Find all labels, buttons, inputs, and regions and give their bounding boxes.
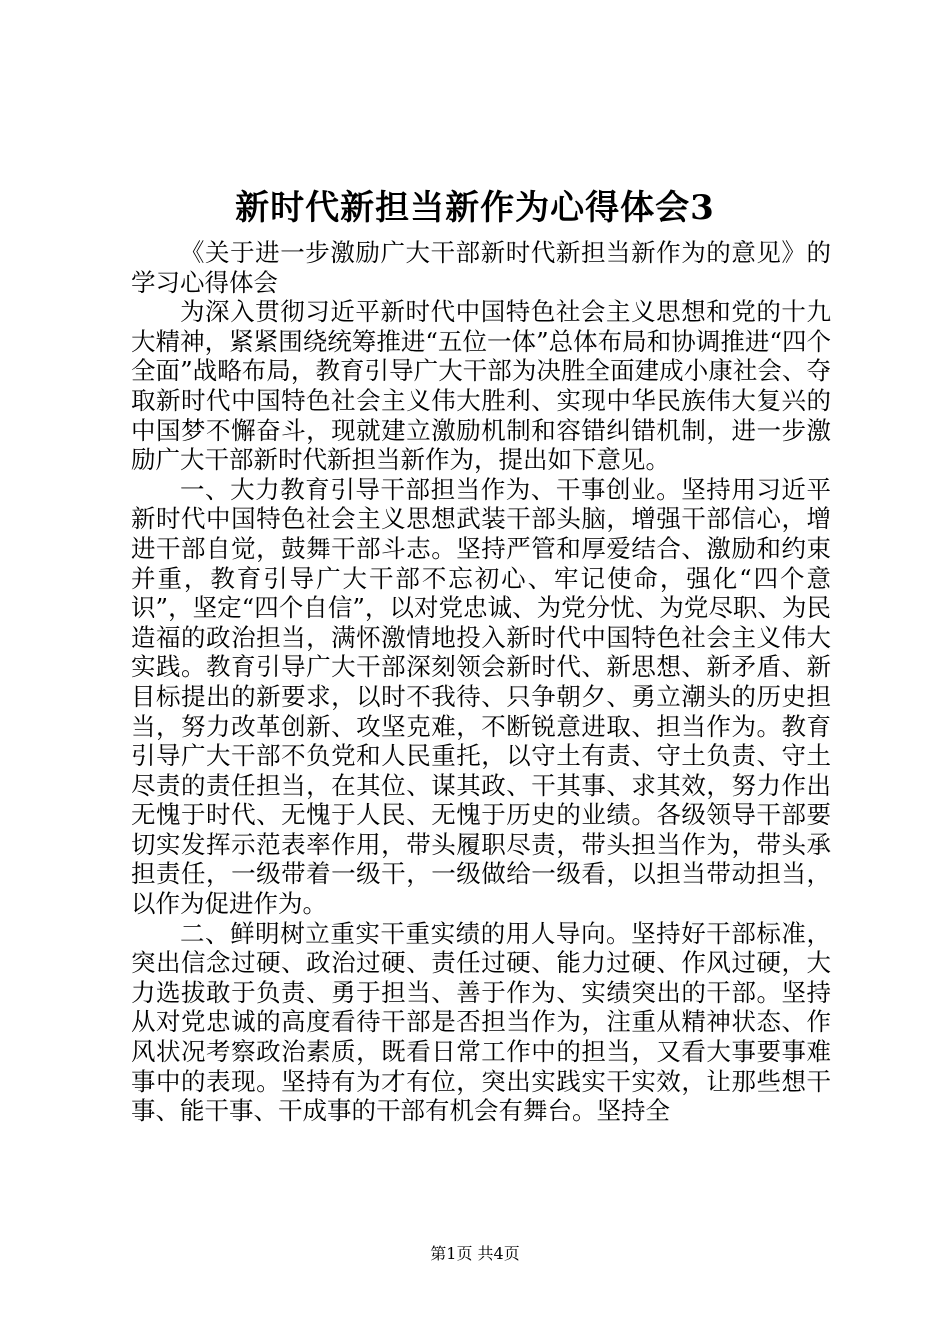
section-two-paragraph: 二、鲜明树立重实干重实绩的用人导向。坚持好干部标准，突出信念过硬、政治过硬、责任过硬、能力过硬、作风过硬，大力选拔敢于负责、勇于担当、善于作为、实绩突出的干部。坚持从对党忠诚的高度看待干部是否担当作为，注重从精神状态、作风状况考察政治素质，既看日常工作中的担当，又看大事要事难事中的表现。坚持有为才有位，突出实践实干实效，让那些想干事、能干事、干成事的干部有机会有舞台。坚持全 (131, 918, 831, 1126)
subtitle-paragraph: 《关于进一步激励广大干部新时代新担当新作为的意见》的学习心得体会 (131, 238, 831, 297)
section-one-paragraph: 一、大力教育引导干部担当作为、干事创业。坚持用习近平新时代中国特色社会主义思想武装干部头脑，增强干部信心，增进干部自觉，鼓舞干部斗志。坚持严管和厚爱结合、激励和约束并重，教育引导广大干部不忘初心、牢记使命，强化“四个意识”，坚定“四个自信”，以对党忠诚、为党分忧、为党尽职、为民造福的政治担当，满怀激情地投入新时代中国特色社会主义伟大实践。教育引导广大干部深刻领会新时代、新思想、新矛盾、新目标提出的新要求，以时不我待、只争朝夕、勇立潮头的历史担当，努力改革创新、攻坚克难，不断锐意进取、担当作为。教育引导广大干部不负党和人民重托，以守土有责、守土负责、守土尽责的责任担当，在其位、谋其政、干其事、求其效，努力作出无愧于时代、无愧于人民、无愧于历史的业绩。各级领导干部要切实发挥示范表率作用，带头履职尽责，带头担当作为，带头承担责任，一级带着一级干，一级做给一级看，以担当带动担当，以作为促进作为。 (131, 474, 831, 919)
intro-paragraph: 为深入贯彻习近平新时代中国特色社会主义思想和党的十九大精神，紧紧围绕统筹推进“五位一体”总体布局和协调推进“四个全面”战略布局，教育引导广大干部为决胜全面建成小康社会、夺取新时代中国特色社会主义伟大胜利、实现中华民族伟大复兴的中国梦不懈奋斗，现就建立激励机制和容错纠错机制，进一步激励广大干部新时代新担当新作为，提出如下意见。 (131, 297, 831, 475)
document-body (131, 238, 831, 1126)
document-title: 新时代新担当新作为心得体会3 (235, 188, 715, 228)
page-number-footer: 第1页 共4页 (430, 1244, 520, 1263)
